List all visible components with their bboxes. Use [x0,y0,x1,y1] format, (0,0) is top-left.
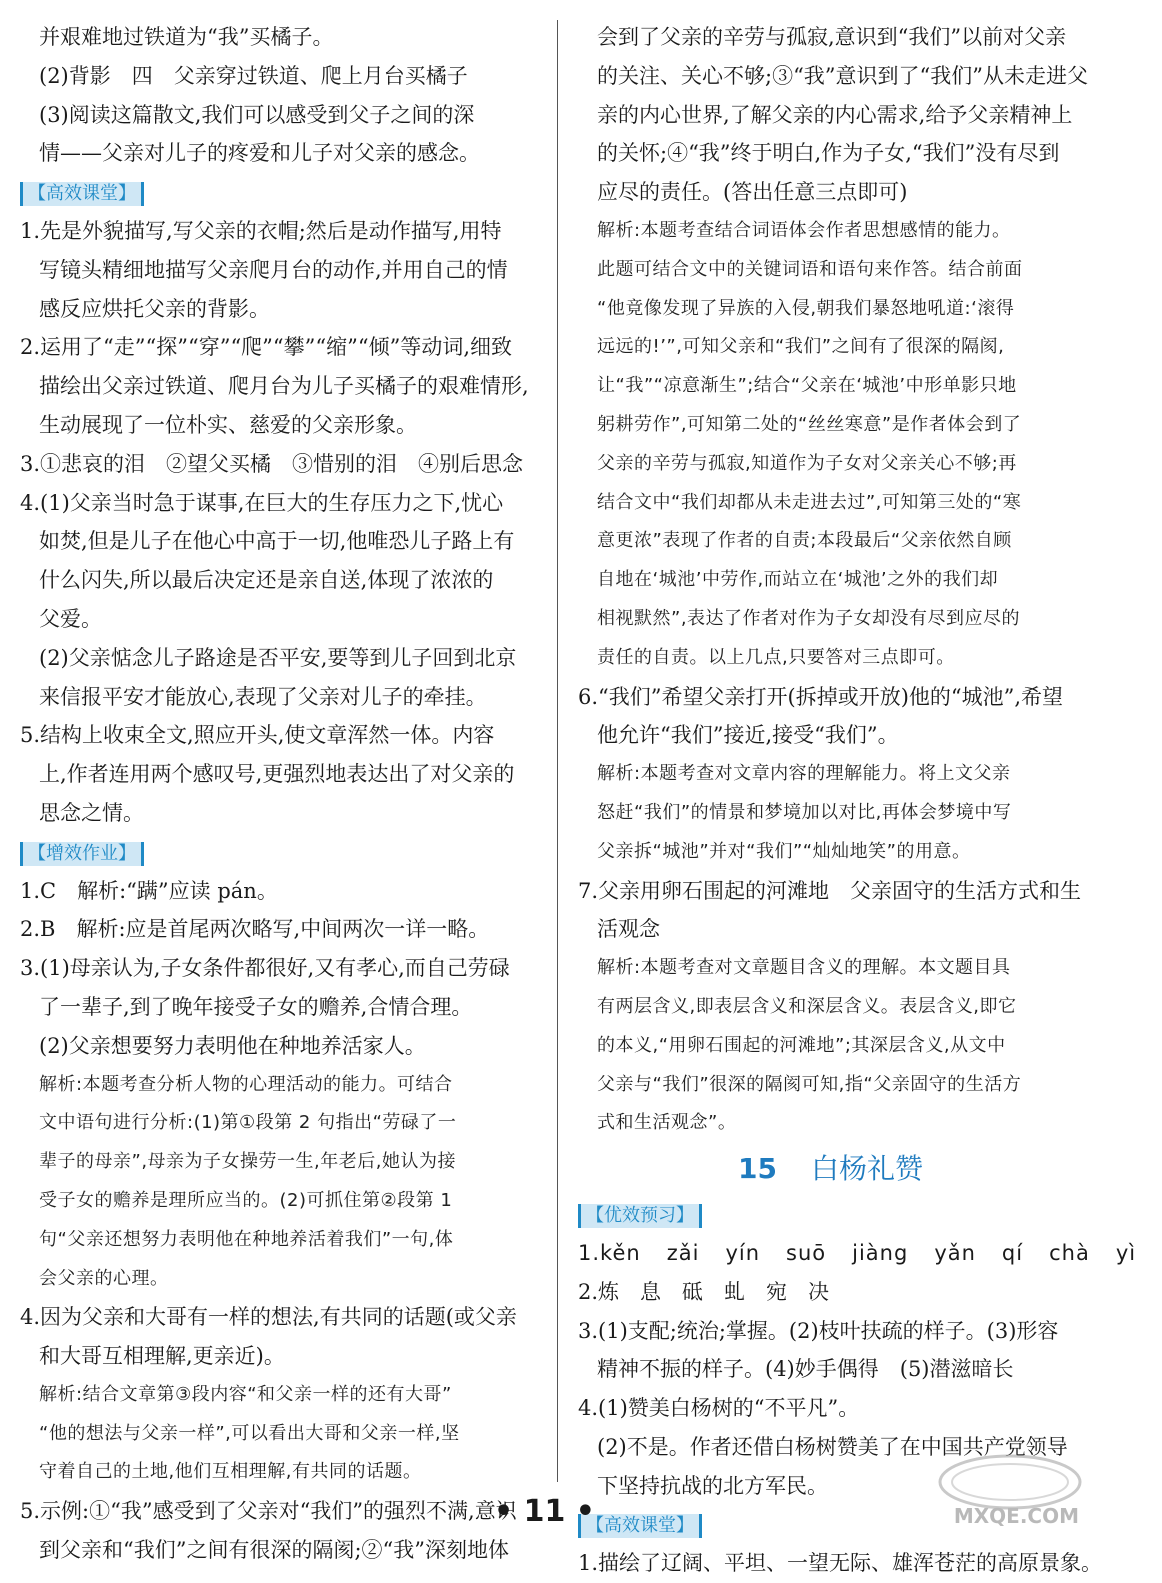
analysis-line: 解析:本题考查结合词语体会作者思想感情的能力。 [597,219,1011,241]
answer-line: 6.“我们”希望父亲打开(拆掉或开放)他的“城池”,希望 [578,684,1064,709]
answer-line: 父爱。 [39,606,102,631]
answer-line: (2)父亲想要努力表明他在种地养活家人。 [39,1033,426,1058]
answer-line: 3.①悲哀的泪 ②望父买橘 ③惜别的泪 ④别后思念 [20,451,524,476]
analysis-line: 父亲与“我们”很深的隔阂可知,指“父亲固守的生活方 [597,1073,1022,1095]
answer-line: 4.因为父亲和大哥有一样的想法,有共同的话题(或父亲 [20,1305,517,1330]
analysis-line: 式和生活观念”。 [597,1112,737,1134]
answer-line: (2)不是。作者还借白杨树赞美了在中国共产党领导 [597,1434,1068,1459]
pinyin-syllable: qí [1001,1240,1024,1265]
answer-line: 5.示例:①“我”感受到了父亲对“我们”的强烈不满,意识 [20,1499,517,1524]
pinyin-syllable: yì [1115,1240,1137,1265]
section-label: 【高效课堂】 [578,1514,702,1538]
answer-line: 3.(1)母亲认为,子女条件都很好,又有孝心,而自己劳碌 [20,956,510,981]
answer-line: 的关注、关心不够;③“我”意识到了“我们”从未走进父 [597,63,1089,88]
analysis-line: 解析:结合文章第③段内容“和父亲一样的还有大哥” [39,1383,452,1405]
pinyin-syllable: yǎn [934,1240,976,1265]
chapter-name: 白杨礼赞 [810,1152,923,1186]
answer-line: 情——父亲对儿子的疼爱和儿子对父亲的感念。 [39,141,480,166]
answer-line: 描绘出父亲过铁道、爬月台为儿子买橘子的艰难情形, [39,374,529,399]
section-heading [578,1195,1083,1234]
analysis-line: 的本义,“用卵石围起的河滩地”;其深层含义,从文中 [597,1034,1006,1056]
page-number: • 11 • [494,1494,595,1529]
analysis-line: 解析:本题考查分析人物的心理活动的能力。可结合 [39,1073,453,1095]
analysis-line: 受子女的赡养是理所应当的。(2)可抓住第②段第 1 [39,1189,453,1211]
answer-line: 活观念 [597,917,660,942]
item-number: 1. [578,1240,601,1265]
answer-line: 1.先是外貌描写,写父亲的衣帽;然后是动作描写,用特 [20,218,502,243]
pinyin-syllable: chà [1049,1240,1090,1265]
analysis-line: 守着自己的土地,他们互相理解,有共同的话题。 [39,1461,422,1483]
analysis-line: 相视默然”,表达了作者对作为子女却没有尽到应尽的 [597,607,1021,629]
answer-line: 2.炼 息 砥 虬 宛 决 [578,1279,830,1304]
pinyin-line [578,1234,1137,1273]
answer-line: 2.B 解析:应是首尾两次略写,中间两次一详一略。 [20,917,490,942]
analysis-line: 让“我”“凉意渐生”;结合“父亲在‘城池’中形单影只地 [597,375,1017,397]
answer-line: 3.(1)支配;统治;掌握。(2)枝叶扶疏的样子。(3)形容 [578,1318,1059,1343]
analysis-line: 责任的自责。以上几点,只要答对三点即可。 [597,646,955,668]
answer-line: (2)父亲惦念儿子路途是否平安,要等到儿子回到北京 [39,645,517,670]
answer-line: 5.结构上收束全文,照应开头,使文章浑然一体。内容 [20,723,495,748]
analysis-line: 躬耕劳作”,可知第二处的“丝丝寒意”是作者体会到了 [597,413,1022,435]
analysis-line: 结合文中“我们却都从未走进去过”,可知第三处的“寒 [597,491,1022,513]
pinyin-syllable: yín [725,1240,761,1265]
watermark-logo [935,1452,1085,1530]
answer-line: 和大哥互相理解,更亲近)。 [39,1344,285,1369]
analysis-line: 父亲的辛劳与孤寂,知道作为子女对父亲关心不够;再 [597,452,1017,474]
answer-line: 1.C 解析:“蹒”应读 pán。 [20,878,278,903]
analysis-line: 解析:本题考查对文章题目含义的理解。本文题目具 [597,957,1011,979]
answer-line: 上,作者连用两个感叹号,更强烈地表达出了对父亲的 [39,762,515,787]
answer-line: 了一辈子,到了晚年接受子女的赡养,合情合理。 [39,994,473,1019]
answer-line: (3)阅读这篇散文,我们可以感受到父子之间的深 [39,102,475,127]
watermark-text: MXQE.COM [953,1504,1079,1528]
answer-line: 感反应烘托父亲的背影。 [39,296,270,321]
answer-line: 4.(1)赞美白杨树的“不平凡”。 [578,1396,860,1421]
analysis-line: 句“父亲还想努力表明他在种地养活着我们”一句,体 [39,1228,454,1250]
pinyin-syllable: suō [786,1240,827,1265]
analysis-line: 辈子的母亲”,母亲为子女操劳一生,年老后,她认为接 [39,1151,456,1173]
answer-line: 亲的内心世界,了解父亲的内心需求,给予父亲精神上 [597,102,1073,127]
analysis-line: 此题可结合文中的关键词语和语句来作答。结合前面 [597,258,1023,280]
answer-line: 并艰难地过铁道为“我”买橘子。 [39,25,334,49]
chapter-title [578,1143,1083,1195]
answer-line: 精神不振的样子。(4)妙手偶得 (5)潜滋暗长 [597,1357,1014,1382]
analysis-line: 文中语句进行分析:(1)第①段第 2 句指出“劳碌了一 [39,1112,457,1134]
section-label: 【增效作业】 [20,842,144,866]
analysis-line: 自地在‘城池’中劳作,而站立在‘城池’之外的我们却 [597,569,999,591]
answer-line: 会到了父亲的辛劳与孤寂,意识到“我们”以前对父亲 [597,25,1067,49]
answer-line: 2.运用了“走”“探”“穿”“爬”“攀”“缩”“倾”等动词,细致 [20,335,513,360]
pinyin-syllable: kěn [600,1240,641,1265]
answer-line: 应尽的责任。(答出任意三点即可) [597,180,908,205]
answer-line: 下坚持抗战的北方军民。 [597,1473,828,1498]
answer-line: 如焚,但是儿子在他心中高于一切,他唯恐儿子路上有 [39,529,515,554]
answer-line: 他允许“我们”接近,接受“我们”。 [597,723,899,748]
left-column [20,18,538,1563]
answer-line: 思念之情。 [39,800,144,825]
section-heading [20,833,538,872]
watermark-stamp-icon [935,1452,1085,1512]
analysis-line: 父亲拆“城池”并对“我们”“灿灿地笑”的用意。 [597,840,971,862]
analysis-line: 意更浓”表现了作者的自责;本段最后“父亲依然自顾 [597,530,1012,552]
answer-line: 1.描绘了辽阔、平坦、一望无际、雄浑苍茫的高原景象。 [578,1551,1103,1576]
section-label: 【优效预习】 [578,1204,702,1228]
analysis-line: 远远的!’”,可知父亲和“我们”之间有了很深的隔阂, [597,336,1005,358]
analysis-line: “他的想法与父亲一样”,可以看出大哥和父亲一样,坚 [39,1422,460,1444]
answer-line: 生动展现了一位朴实、慈爱的父亲形象。 [39,412,417,437]
section-label: 【高效课堂】 [20,182,144,206]
analysis-line: “他竟像发现了异族的入侵,朝我们暴怒地吼道:‘滚得 [597,297,1015,319]
answer-line: 什么闪失,所以最后决定还是亲自送,体现了浓浓的 [39,568,494,593]
analysis-line: 怒赶“我们”的情景和梦境加以对比,再体会梦境中写 [597,801,1012,823]
column-divider [557,20,558,1482]
section-heading [20,173,538,212]
analysis-line: 有两层含义,即表层含义和深层含义。表层含义,即它 [597,995,1017,1017]
chapter-number: 15 [738,1152,777,1186]
answer-line: 到父亲和“我们”之间有很深的隔阂;②“我”深刻地体 [39,1538,510,1563]
analysis-line: 解析:本题考查对文章内容的理解能力。将上文父亲 [597,763,1011,785]
answer-line: 的关怀;④“我”终于明白,作为子女,“我们”没有尽到 [597,141,1060,166]
answer-line: (2)背影 四 父亲穿过铁道、爬上月台买橘子 [39,63,468,88]
answer-line: 来信报平安才能放心,表现了父亲对儿子的牵挂。 [39,684,487,709]
answer-line: 写镜头精细地描写父亲爬月台的动作,并用自己的情 [39,257,508,282]
pinyin-syllable: jiàng [852,1240,909,1265]
pinyin-syllable: zǎi [666,1240,700,1265]
answer-line: 4.(1)父亲当时急于谋事,在巨大的生存压力之下,忧心 [20,490,504,515]
answer-line: 7.父亲用卵石围起的河滩地 父亲固守的生活方式和生 [578,878,1082,903]
analysis-line: 会父亲的心理。 [39,1267,169,1289]
